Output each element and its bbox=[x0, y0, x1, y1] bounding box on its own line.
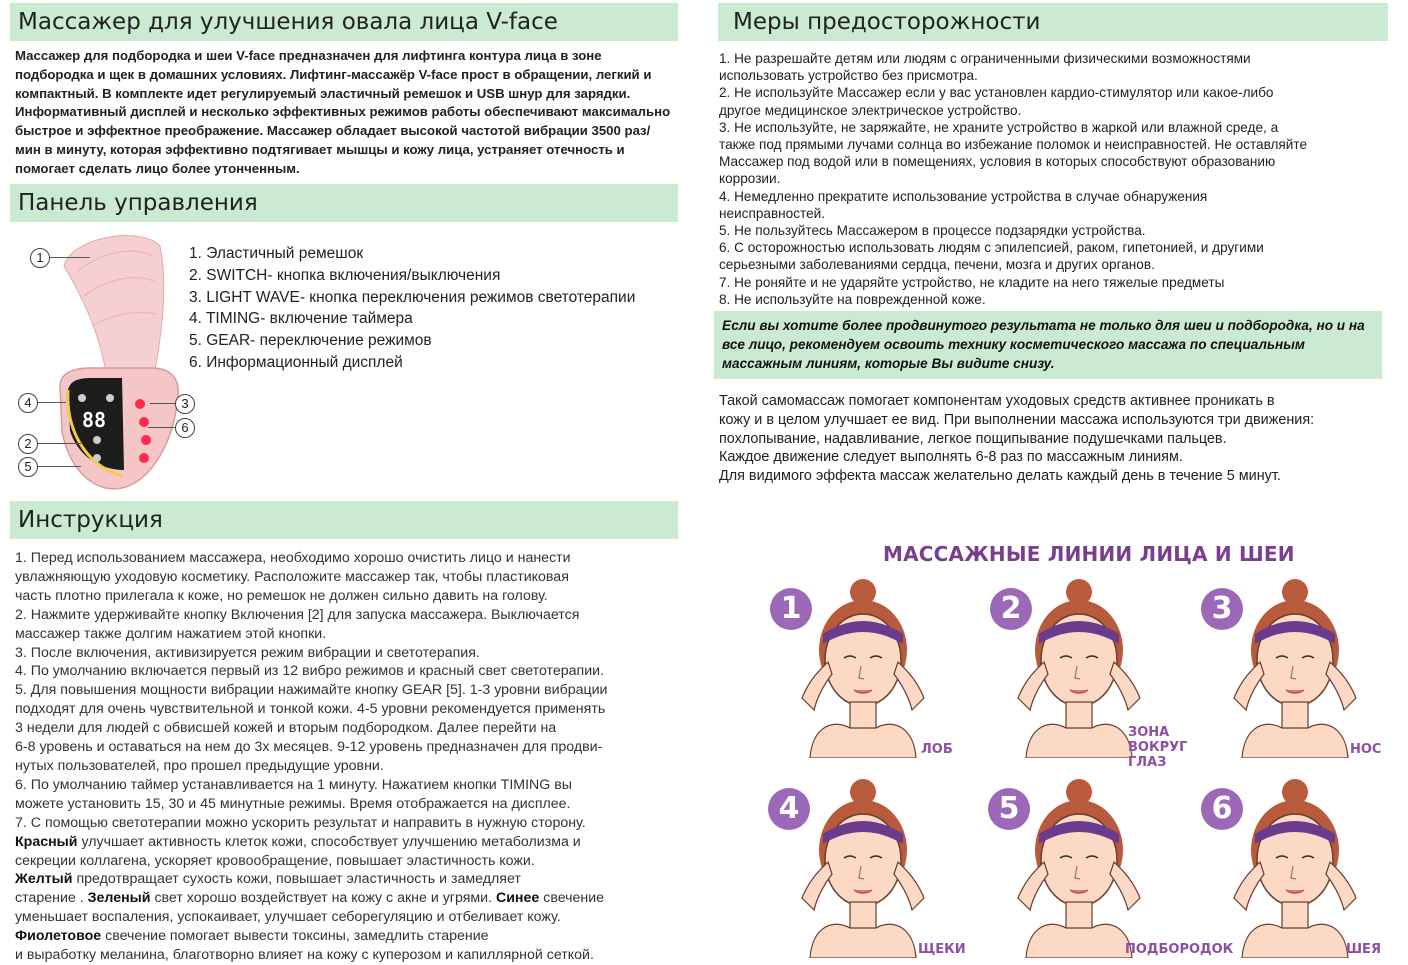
color-line: Красный улучшает активность клеток кожи, способствует улучшению метаболизма и bbox=[15, 833, 581, 850]
color-line: секреции коллагена, ускоряет кровообращение, повышает эластичность кожи. bbox=[15, 852, 535, 869]
instr-line: 6-8 уровень и оставаться на нем до 3х месяцев. 9-12 уровень предназначен для продви- bbox=[15, 739, 603, 756]
precaution-line: серьезными заболеваниями сердца, печени, мозга и других органов. bbox=[719, 257, 1155, 273]
callout-line-2 bbox=[36, 443, 81, 444]
color-line: старение . Зеленый свет хорошо воздействует на кожу с акне и угрями. Синее свечение bbox=[15, 890, 605, 907]
step-badge-6: 6 bbox=[1201, 788, 1243, 830]
callout-line-4 bbox=[36, 402, 66, 403]
zone-label-chin: ПОДБОРОДОК bbox=[1125, 942, 1234, 957]
callout-line-5 bbox=[36, 466, 81, 467]
panel-item: 3. LIGHT WAVE- кнопка переключения режимов светотерапии bbox=[189, 288, 636, 306]
advanced-tip-callout: Если вы хотите более продвинутого результата не только для шеи и подбородка, но и на все лицо, рекомендуем освоить технику косметического массажа по специальным массажным линиям, которые Вы видите снизу. bbox=[714, 311, 1382, 379]
zone-label-neck: ШЕЯ bbox=[1346, 942, 1381, 957]
step-badge-4: 4 bbox=[768, 788, 810, 830]
precaution-line: 8. Не используйте на поврежденной коже. bbox=[719, 291, 986, 307]
zone-label-cheeks: ЩЕКИ bbox=[918, 942, 966, 957]
color-name-yellow: Желтый bbox=[15, 871, 73, 888]
precaution-line: также под прямыми лучами солнца во избежание поломок и неисправностей. Не оставляйте bbox=[719, 137, 1308, 153]
callout-line-6 bbox=[148, 427, 176, 428]
panel-item: 5. GEAR- переключение режимов bbox=[189, 332, 432, 350]
precaution-line: использовать устройство без присмотра. bbox=[719, 68, 978, 84]
face-illustration-cheeks bbox=[788, 778, 938, 958]
precaution-line: 1. Не разрешайте детям или людям с ограниченными физическими возможностями bbox=[719, 51, 1251, 66]
product-title-header bbox=[10, 3, 678, 41]
callout-3: 3 bbox=[175, 394, 195, 414]
instr-line: массажер также долгим нажатием этой кнопки. bbox=[15, 625, 327, 642]
control-panel-list bbox=[189, 243, 635, 374]
color-name-blue: Синее bbox=[495, 890, 540, 907]
instructions-list bbox=[15, 549, 608, 965]
product-title: Массажер для улучшения овала лица V-face bbox=[18, 9, 558, 35]
selfmassage-line: Для видимого эффекта массаж желательно делать каждый день в течение 5 минут. bbox=[719, 468, 1281, 485]
precaution-line: 2. Не используйте Массажер если у вас установлен кардио-стимулятор или какое-либо bbox=[719, 85, 1274, 101]
precaution-line: 7. Не роняйте и не ударяйте устройство, не кладите на него тяжелые предметы bbox=[719, 274, 1225, 290]
panel-item: 4. TIMING- включение таймера bbox=[189, 310, 413, 328]
panel-item: 6. Информационный дисплей bbox=[189, 353, 403, 371]
callout-5: 5 bbox=[18, 457, 38, 477]
zone-label-eyes: ЗОНА ВОКРУГ ГЛАЗ bbox=[1128, 725, 1188, 770]
callout-4: 4 bbox=[18, 393, 38, 413]
callout-1: 1 bbox=[30, 248, 50, 268]
precaution-line: Массажер под водой или в помещениях, условия в которых способствуют образованию bbox=[719, 154, 1276, 170]
selfmassage-line: Каждое движение следует выполнять 6-8 раз по массажным линиям. bbox=[719, 449, 1183, 466]
precautions-title: Меры предосторожности bbox=[733, 9, 1041, 35]
instr-line: можете установить 15, 30 и 45 минутные режимы. Время отображается на дисплее. bbox=[15, 795, 571, 812]
instructions-title: Инструкция bbox=[18, 507, 163, 533]
color-name-green: Зеленый bbox=[87, 890, 151, 907]
instr-line: 3 недели для людей с обвисшей кожей и вторым подбородком. Далее перейти на bbox=[15, 720, 557, 737]
color-line: уменьшает воспаления, успокаивает, улучшает себорегуляцию и отбеливает кожу. bbox=[15, 909, 561, 926]
step-badge-3: 3 bbox=[1201, 588, 1243, 630]
zone-label-nose: НОС bbox=[1350, 742, 1382, 757]
callout-6: 6 bbox=[175, 418, 195, 438]
color-line: и выработку меланина, благотворно влияет на кожу с куперозом и капиллярной сеткой. bbox=[15, 947, 594, 964]
precaution-line: 3. Не используйте, не заряжайте, не храните устройство в жаркой или влажной среде, а bbox=[719, 119, 1279, 135]
control-panel-title: Панель управления bbox=[18, 190, 258, 216]
callout-line-3 bbox=[150, 403, 176, 404]
color-line: Фиолетовое свечение помогает вывести токсины, замедлить старение bbox=[15, 928, 489, 945]
instr-line: 6. По умолчанию таймер устанавливается на 1 минуту. Нажатием кнопки TIMING вы bbox=[15, 776, 572, 793]
precaution-line: другое медицинское электрическое устройство. bbox=[719, 102, 1022, 118]
instr-line: нутых пользователей, про прошел предыдущие уровни. bbox=[15, 757, 384, 774]
product-intro: Массажер для подбородка и шеи V-face предназначен для лифтинга контура лица в зоне подбородка и щек в домашних условиях. Лифтинг-массажёр V-face прост в обращении, легкий и компактный. В комплекте идет регулируемый эластичный ремешок и USB шнур для зарядки. Информативный дисплей и несколько эффективных режимов работы обеспечивают максимально быстрое и эффектное преображение. Массажер обладает высокой частотой вибрации 3500 раз/мин в минуту, которая эффективно подтягивает мышцы и кожу лица, устраняет отечность и помогает сделать лицо более утонченным. bbox=[15, 48, 671, 176]
panel-item: 2. SWITCH- кнопка включения/выключения bbox=[189, 266, 501, 284]
precaution-line: 4. Немедленно прекратите использование устройства в случае обнаружения bbox=[719, 188, 1208, 204]
instr-line: увлажняющую уходовую косметику. Расположите массажер так, чтобы пластиковая bbox=[15, 568, 569, 585]
step-badge-2: 2 bbox=[990, 588, 1032, 630]
selfmassage-line: кожу и в целом улучшает ее вид. При выполнении массажа используются три движения: bbox=[719, 411, 1315, 428]
step-badge-5: 5 bbox=[988, 788, 1030, 830]
instr-line: 5. Для повышения мощности вибрации нажимайте кнопку GEAR [5]. 1-3 уровни вибрации bbox=[15, 682, 608, 699]
precaution-line: неисправностей. bbox=[719, 205, 826, 221]
precautions-list bbox=[719, 50, 1307, 308]
precaution-line: 6. С осторожностью использовать людям с эпилепсией, раком, гипетонией, и другими bbox=[719, 240, 1264, 256]
instr-line: 3. После включения, активизируется режим вибрации и светотерапия. bbox=[15, 644, 480, 661]
display-digits: 88 bbox=[82, 408, 107, 432]
precaution-line: 5. Не пользуйтесь Массажером в процессе подзарядки устройства. bbox=[719, 223, 1146, 239]
color-name-violet: Фиолетовое bbox=[15, 928, 102, 945]
elastic-strap bbox=[64, 236, 164, 386]
instr-line: 2. Нажмите удерживайте кнопку Включения [2] для запуска массажера. Выключается bbox=[15, 606, 580, 623]
color-name-red: Красный bbox=[15, 833, 78, 850]
color-line: Желтый предотвращает сухость кожи, повышает эластичность и замедляет bbox=[15, 871, 521, 888]
instr-line: часть плотно прилегала к коже, но ремешок не должен сильно давить на голову. bbox=[15, 587, 548, 604]
selfmassage-text bbox=[719, 392, 1314, 486]
control-panel-header bbox=[10, 184, 678, 222]
massage-lines-title: МАССАЖНЫЕ ЛИНИИ ЛИЦА И ШЕИ bbox=[883, 542, 1295, 566]
callout-line-1 bbox=[50, 257, 90, 258]
precaution-line: коррозии. bbox=[719, 171, 781, 187]
instr-line: подходят для очень чувствительной и тонкой кожи. 4-5 уровни рекомендуется применять bbox=[15, 701, 606, 718]
callout-2: 2 bbox=[18, 434, 38, 454]
instructions-header bbox=[10, 501, 678, 539]
instr-line: 1. Перед использованием массажера, необходимо хорошо очистить лицо и нанести bbox=[15, 550, 571, 566]
panel-item: 1. Эластичный ремешок bbox=[189, 245, 364, 262]
selfmassage-line: Такой самомассаж помогает компонентам уходовых средств активнее проникать в bbox=[719, 393, 1275, 409]
step-badge-1: 1 bbox=[770, 588, 812, 630]
instr-line: 4. По умолчанию включается первый из 12 вибро режимов и красный свет светотерапии. bbox=[15, 663, 605, 680]
precautions-header bbox=[718, 3, 1388, 41]
zone-label-forehead: ЛОБ bbox=[921, 742, 953, 757]
selfmassage-line: похлопывание, надавливание, легкое пощипывание подушечками пальцев. bbox=[719, 430, 1227, 447]
instr-line: 7. С помощью светотерапии можно ускорить результат и направить в нужную сторону. bbox=[15, 814, 586, 831]
